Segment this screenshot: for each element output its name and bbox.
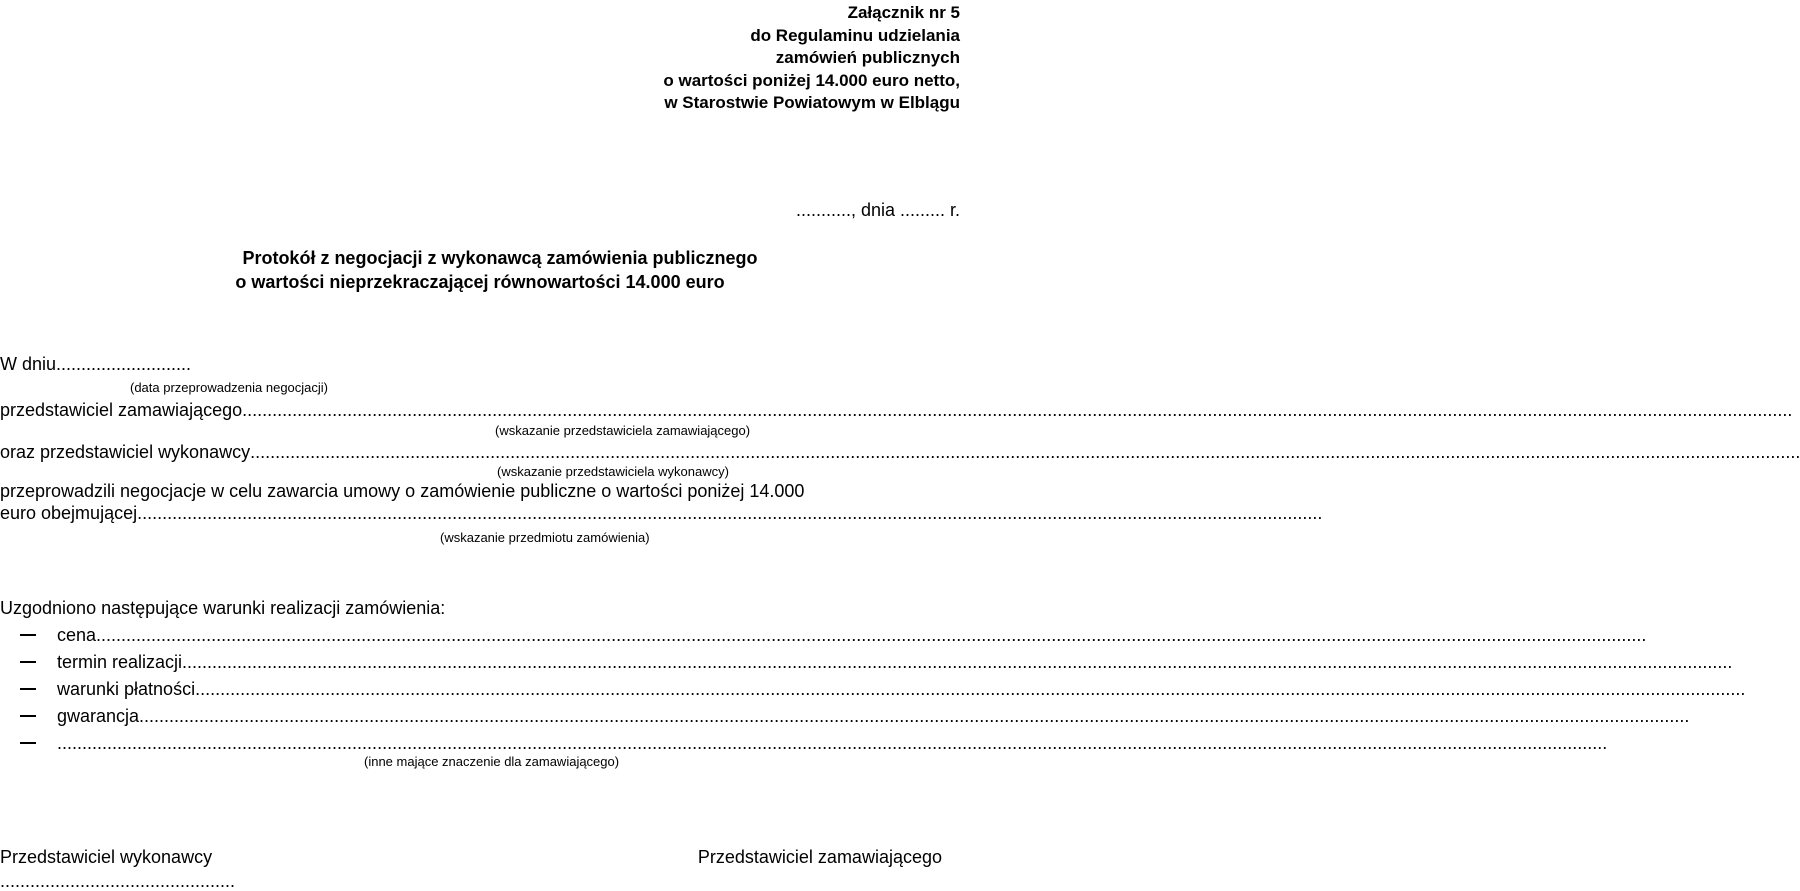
- statement-line-2: [0, 502, 1323, 524]
- dash-bullet: [20, 634, 36, 636]
- contractor-representative-label: oraz przedstawiciel wykonawcy: [0, 442, 251, 462]
- buyer-representative-field: [0, 399, 960, 421]
- subject-label: euro obejmującej: [0, 503, 138, 523]
- dash-bullet: [20, 661, 36, 663]
- condition-dots: [96, 624, 1646, 646]
- negotiation-date-caption: (data przeprowadzenia negocjacji): [130, 380, 329, 395]
- negotiation-statement: [0, 480, 1323, 524]
- annex-line: Załącznik nr 5: [847, 3, 960, 22]
- annex-line: zamówień publicznych: [775, 48, 960, 67]
- annex-line: w Starostwie Powiatowym w Elblągu: [664, 93, 960, 112]
- condition-dots: [182, 651, 1732, 673]
- condition-item: [20, 705, 960, 727]
- contractor-signature-dots: ...............................................: [0, 871, 236, 891]
- document-title: [0, 246, 960, 294]
- conditions-heading: Uzgodniono następujące warunki realizacji zamówienia:: [0, 598, 446, 618]
- contractor-representative-caption: (wskazanie przedstawiciela wykonawcy): [497, 464, 729, 479]
- dash-bullet: [20, 715, 36, 717]
- other-conditions-caption: (inne mające znaczenie dla zamawiającego): [364, 754, 620, 769]
- dash-bullet: [20, 688, 36, 690]
- subject-caption: (wskazanie przedmiotu zamówienia): [440, 530, 650, 545]
- buyer-signature-label: Przedstawiciel zamawiającego: [697, 847, 942, 867]
- condition-item: [20, 678, 960, 700]
- place-date-line: ..........., dnia ......... r.: [795, 200, 960, 220]
- statement-line-1: przeprowadzili negocjacje w celu zawarcia umowy o zamówienie publiczne o wartości poniżej 14.000: [0, 481, 805, 501]
- subject-dots: .............................................................................................................................................................................................................................................: [137, 503, 1323, 523]
- contractor-representative-field: [0, 441, 960, 463]
- buyer-representative-caption: (wskazanie przedstawiciela zamawiającego): [495, 423, 751, 438]
- condition-dots: [195, 678, 1745, 700]
- condition-label: warunki płatności: [57, 679, 196, 699]
- title-line-2: o wartości nieprzekraczającej równowartości 14.000 euro: [235, 272, 725, 292]
- annex-line: do Regulaminu udzielania: [750, 25, 960, 45]
- condition-dots: [57, 732, 1607, 754]
- contractor-signature-label: Przedstawiciel wykonawcy: [0, 847, 213, 867]
- contractor-representative-dots: [250, 441, 1800, 463]
- buyer-representative-label: przedstawiciel zamawiającego: [0, 400, 243, 420]
- dash-bullet: [20, 742, 36, 744]
- negotiation-date-dots: ...........................: [56, 354, 192, 374]
- condition-dots: [139, 705, 1689, 727]
- annex-line: o wartości poniżej 14.000 euro netto,: [663, 70, 960, 90]
- annex-header: [560, 2, 960, 115]
- condition-label: cena: [57, 625, 97, 645]
- condition-item: [20, 651, 960, 673]
- buyer-representative-dots: [242, 399, 1792, 421]
- negotiation-date-label: W dniu: [0, 354, 57, 374]
- condition-label: gwarancja: [57, 706, 140, 726]
- title-line-1: Protokół z negocjacji z wykonawcą zamówienia publicznego: [242, 248, 758, 268]
- condition-item: [20, 732, 960, 754]
- negotiation-date-field: [0, 353, 191, 375]
- condition-item: [20, 624, 960, 646]
- condition-label: termin realizacji: [57, 652, 183, 672]
